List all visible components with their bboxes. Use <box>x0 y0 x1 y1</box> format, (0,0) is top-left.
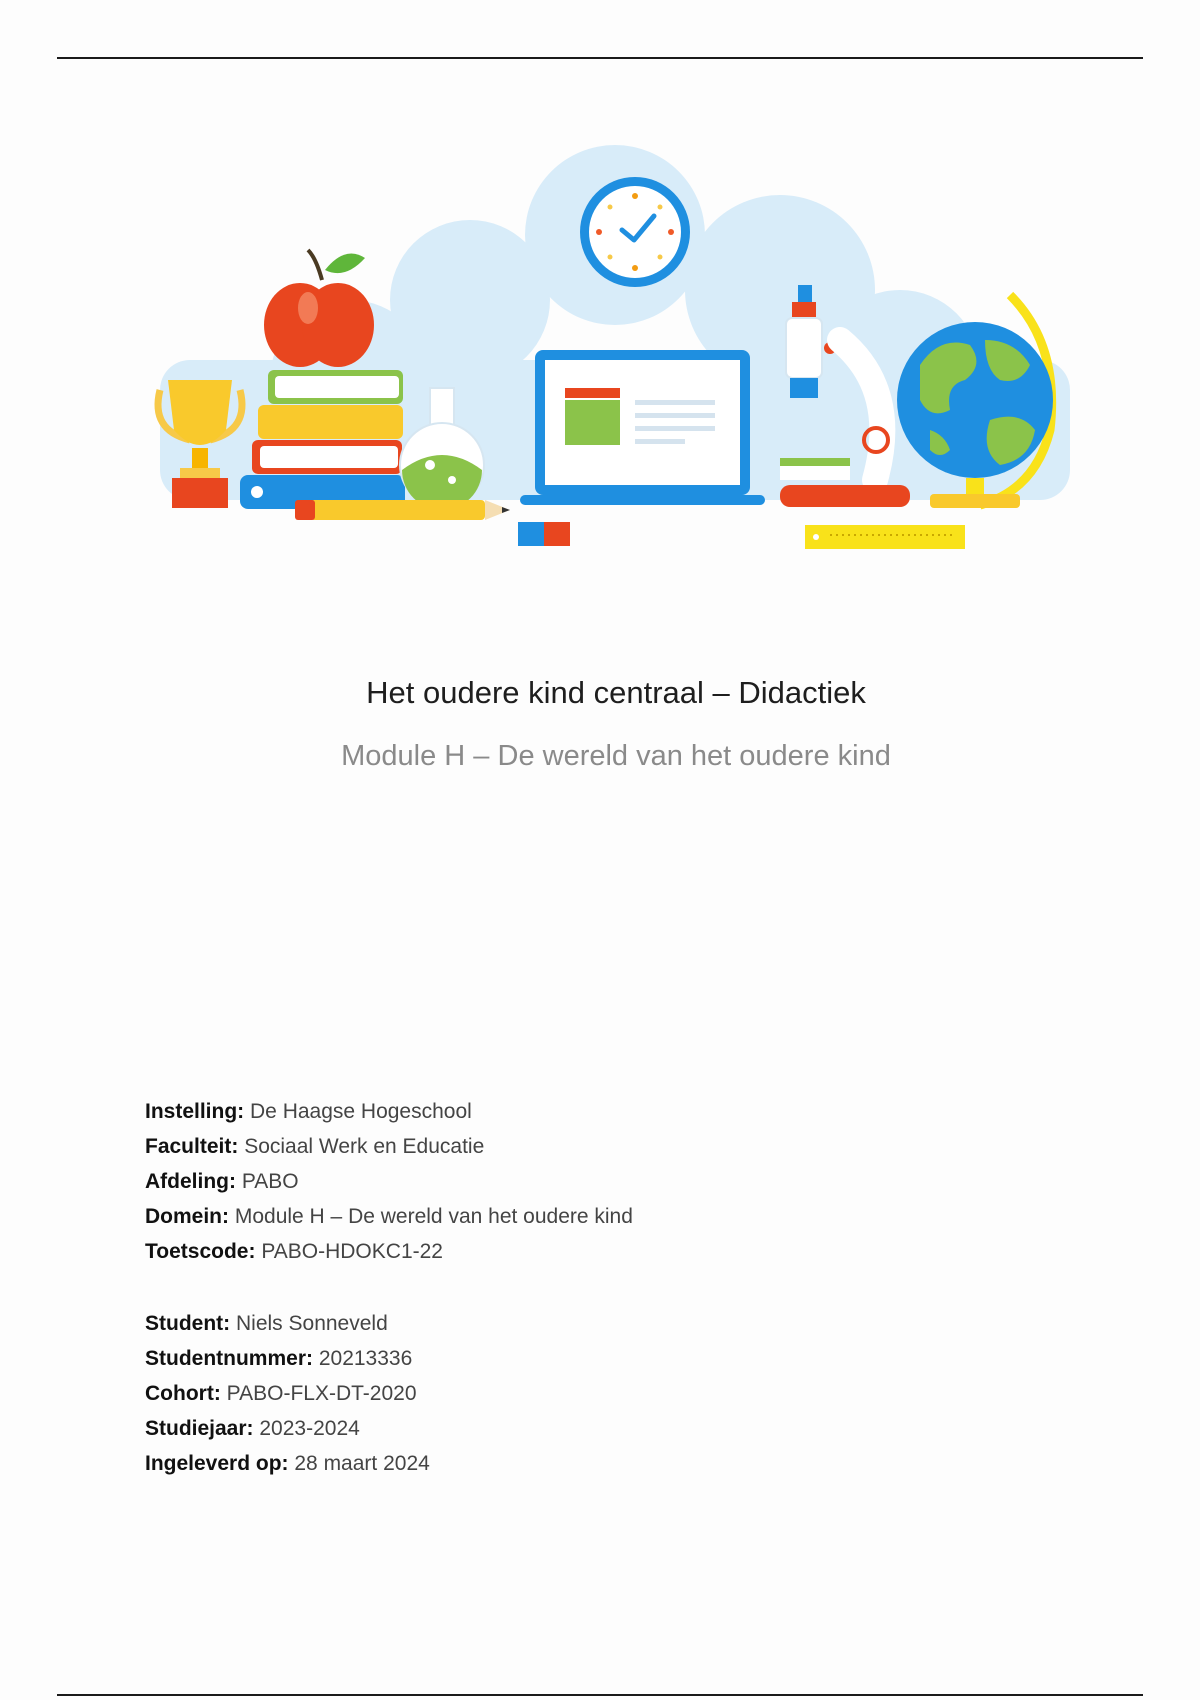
bottom-rule <box>57 1694 1143 1696</box>
clock-icon <box>580 177 690 287</box>
meta-label: Instelling: <box>145 1100 245 1123</box>
meta-label: Cohort: <box>145 1382 221 1405</box>
domain-row <box>145 1199 633 1234</box>
faculty-row <box>145 1129 633 1164</box>
submitted-on-row <box>145 1446 430 1481</box>
cohort-row <box>145 1376 430 1411</box>
eraser-icon <box>518 522 570 546</box>
meta-label: Domein: <box>145 1205 229 1228</box>
education-illustration <box>140 130 1090 560</box>
document-title: Het oudere kind centraal – Didactiek <box>366 675 866 710</box>
student-number-row <box>145 1341 430 1376</box>
student-row <box>145 1306 430 1341</box>
pencil-icon <box>295 500 510 520</box>
meta-value: 2023-2024 <box>259 1417 360 1440</box>
meta-label: Studiejaar: <box>145 1417 254 1440</box>
meta-label: Student: <box>145 1312 231 1335</box>
meta-value: Module H – De wereld van het oudere kind <box>234 1205 633 1228</box>
meta-value: Niels Sonneveld <box>236 1312 388 1335</box>
meta-value: Sociaal Werk en Educatie <box>244 1135 485 1158</box>
meta-label: Toetscode: <box>145 1240 256 1263</box>
institution-row <box>145 1094 633 1129</box>
meta-value: PABO <box>241 1170 299 1193</box>
meta-label: Faculteit: <box>145 1135 239 1158</box>
meta-value: PABO-FLX-DT-2020 <box>226 1382 417 1405</box>
meta-label: Studentnummer: <box>145 1347 313 1370</box>
ruler-icon <box>805 525 965 549</box>
laptop-icon <box>520 350 765 505</box>
meta-label: Afdeling: <box>145 1170 236 1193</box>
meta-value: 20213336 <box>318 1347 413 1370</box>
meta-value: 28 maart 2024 <box>294 1452 430 1475</box>
test-code-row <box>145 1234 633 1269</box>
apple-icon <box>264 250 374 367</box>
top-rule <box>57 57 1143 59</box>
meta-value: De Haagse Hogeschool <box>250 1100 472 1123</box>
study-year-row <box>145 1411 430 1446</box>
meta-label: Ingeleverd op: <box>145 1452 289 1475</box>
institution-info-block <box>145 1094 633 1269</box>
meta-value: PABO-HDOKC1-22 <box>261 1240 443 1263</box>
document-subtitle: Module H – De wereld van het oudere kind <box>341 740 891 772</box>
department-row <box>145 1164 633 1199</box>
student-info-block <box>145 1306 430 1481</box>
